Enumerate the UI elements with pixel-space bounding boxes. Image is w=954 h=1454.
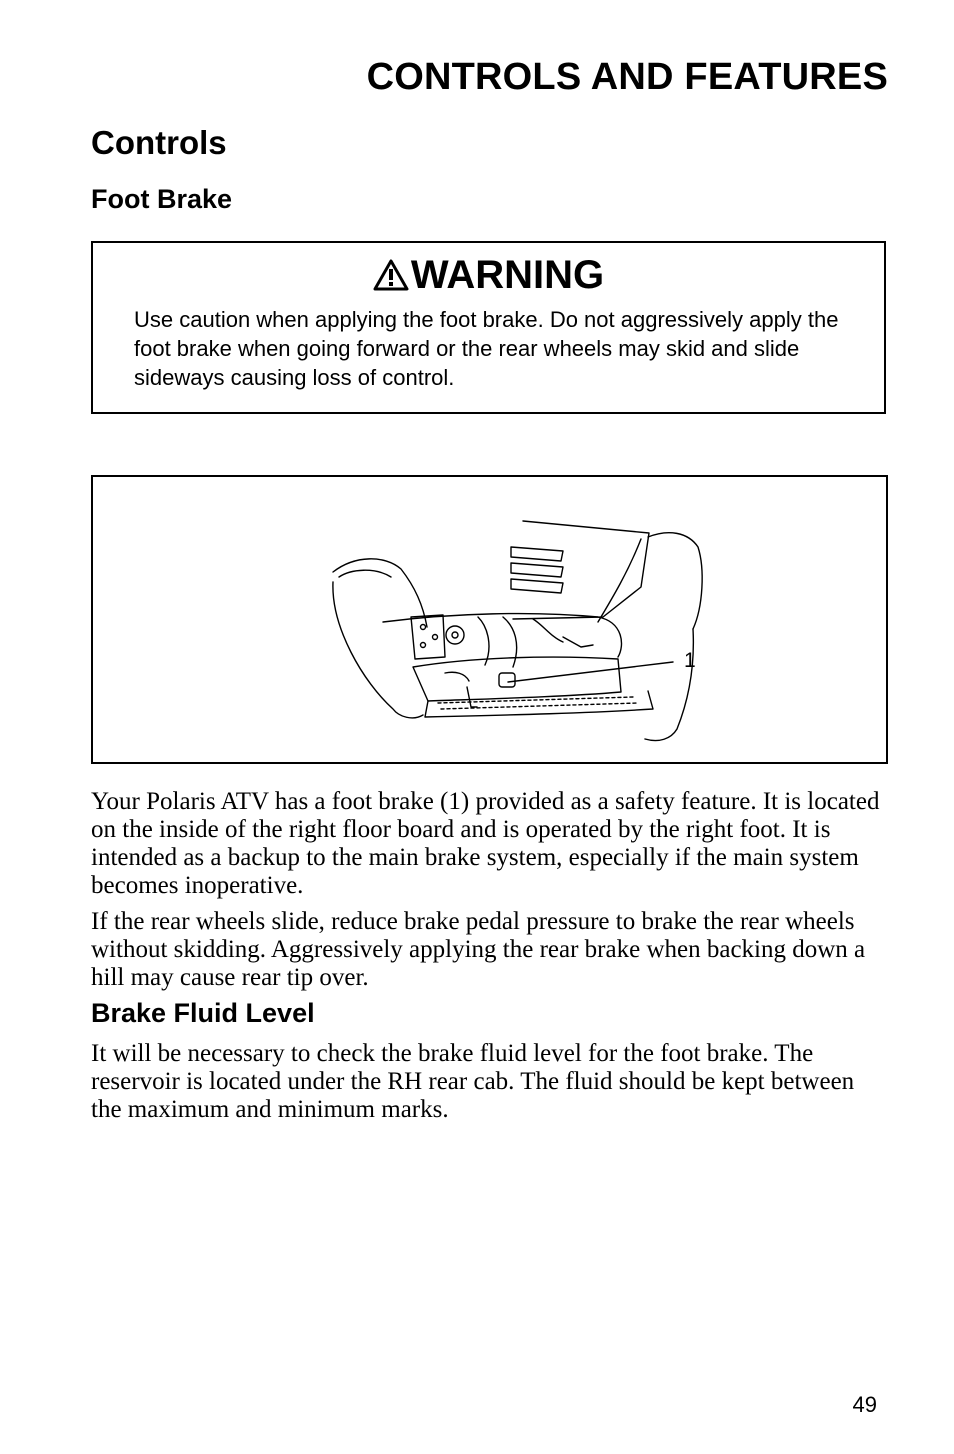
warning-label: WARNING xyxy=(410,253,605,297)
page-number: 49 xyxy=(852,1392,877,1417)
warning-triangle-icon xyxy=(373,259,409,291)
warning-title xyxy=(93,253,884,297)
foot-brake-paragraph-2: If the rear wheels slide, reduce brake pedal pressure to brake the rear wheels without skidding. Aggressively applying the rear brake when backing down a hill may cause rear tip over. xyxy=(91,908,866,991)
foot-brake-paragraph-1: Your Polaris ATV has a foot brake (1) provided as a safety feature. It is located on the inside of the right floor board and is operated by the right foot. It is intended as a backup to the main brake system, especially if the main system becomes inoperative. xyxy=(91,788,880,899)
brake-fluid-paragraph: It will be necessary to check the brake fluid level for the foot brake. The reservoir is located under the RH rear cab. The fluid should be kept between the maximum and minimum marks. xyxy=(91,1040,855,1123)
atv-floorboard-illustration xyxy=(93,477,886,762)
callout-label: 1 xyxy=(684,649,696,672)
foot-brake-heading: Foot Brake xyxy=(91,184,233,214)
foot-brake-figure xyxy=(91,475,888,764)
section-title: CONTROLS AND FEATURES xyxy=(366,56,888,98)
controls-heading: Controls xyxy=(91,124,227,161)
brake-fluid-heading: Brake Fluid Level xyxy=(91,998,315,1028)
warning-text: Use caution when applying the foot brake. Do not aggressively apply the foot brake when going forward or the rear wheels may skid and slide sideways causing loss of control. xyxy=(134,307,839,390)
warning-box xyxy=(91,241,886,414)
